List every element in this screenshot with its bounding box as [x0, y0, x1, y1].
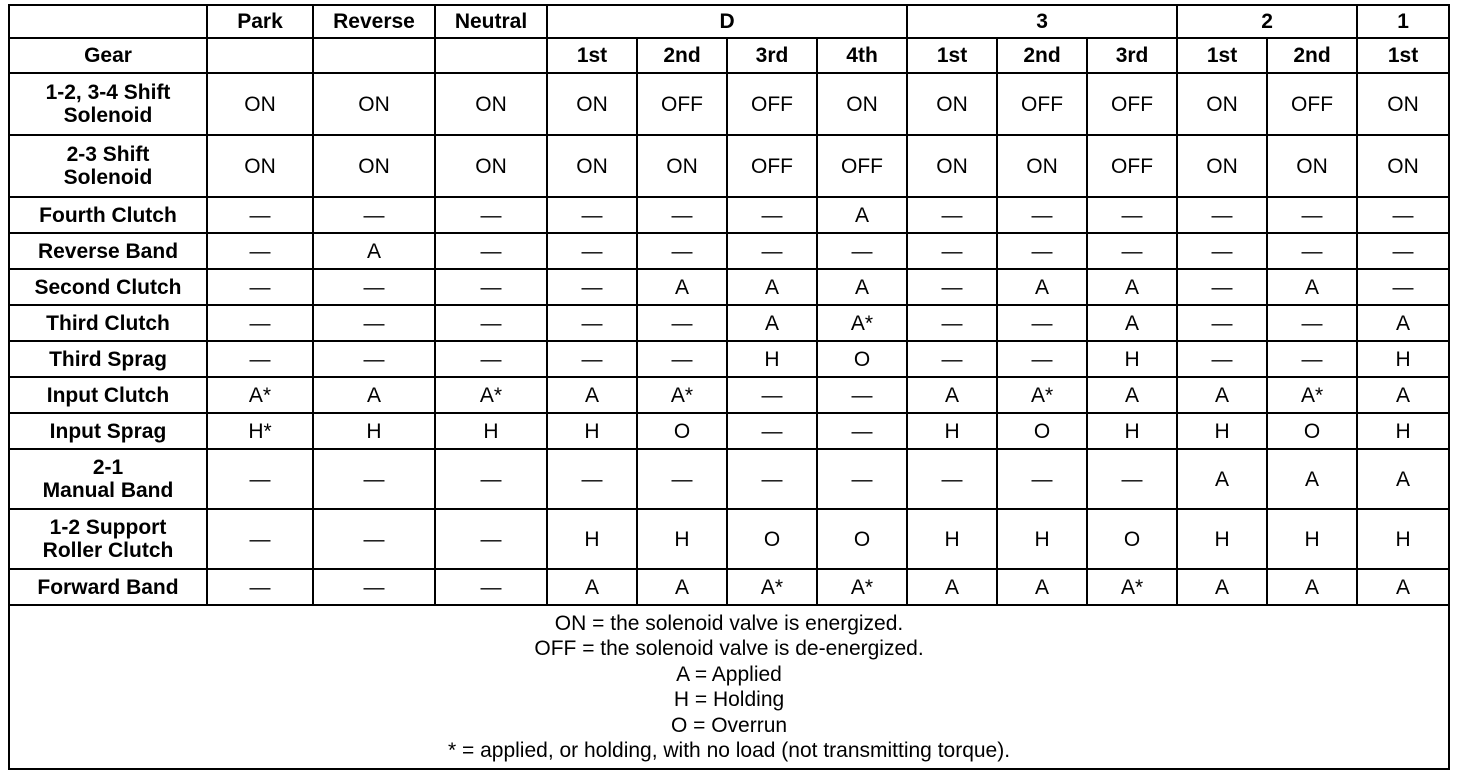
table-cell: A: [637, 569, 727, 605]
table-row: [9, 509, 1449, 569]
table-cell: —: [207, 569, 313, 605]
table-cell: OFF: [997, 73, 1087, 135]
table-cell: ON: [313, 135, 435, 197]
shift-application-table: [8, 4, 1450, 770]
table-cell: —: [435, 341, 547, 377]
table-cell: A: [547, 569, 637, 605]
table-cell: A: [817, 269, 907, 305]
table-cell: —: [1177, 197, 1267, 233]
table-row: [9, 377, 1449, 413]
table-cell: A: [907, 569, 997, 605]
gear-subheader: 2nd: [637, 38, 727, 73]
gear-subheader: [435, 38, 547, 73]
table-cell: —: [1177, 341, 1267, 377]
table-cell: —: [1267, 233, 1357, 269]
legend-line: OFF = the solenoid valve is de-energized.: [534, 637, 924, 660]
table-cell: ON: [997, 135, 1087, 197]
table-cell: —: [727, 197, 817, 233]
table-cell: OFF: [1087, 135, 1177, 197]
table-cell: —: [1357, 197, 1449, 233]
component-label: 2-3 Shift Solenoid: [9, 135, 207, 197]
table-cell: A: [1267, 569, 1357, 605]
component-label: Third Sprag: [9, 341, 207, 377]
table-body: [9, 73, 1449, 605]
table-cell: ON: [1177, 135, 1267, 197]
legend-line: H = Holding: [673, 688, 785, 711]
gear-subheader: 3rd: [1087, 38, 1177, 73]
table-cell: ON: [1177, 73, 1267, 135]
table-cell: H: [997, 509, 1087, 569]
table-cell: A: [313, 233, 435, 269]
table-cell: —: [637, 449, 727, 509]
table-cell: —: [1267, 197, 1357, 233]
table-cell: —: [727, 377, 817, 413]
table-cell: ON: [547, 73, 637, 135]
legend-line: A = Applied: [676, 662, 782, 686]
table-cell: —: [997, 449, 1087, 509]
table-cell: H: [1087, 413, 1177, 449]
table-cell: ON: [313, 73, 435, 135]
gear-subheader: 3rd: [727, 38, 817, 73]
table-cell: H: [1177, 413, 1267, 449]
table-cell: A: [1177, 377, 1267, 413]
table-cell: —: [907, 305, 997, 341]
table-cell: A: [817, 197, 907, 233]
table-row: [9, 413, 1449, 449]
table-cell: A: [1087, 305, 1177, 341]
table-cell: —: [547, 449, 637, 509]
table-cell: —: [727, 233, 817, 269]
table-cell: O: [817, 341, 907, 377]
table-cell: —: [817, 413, 907, 449]
table-cell: A: [1357, 377, 1449, 413]
table-cell: A: [637, 269, 727, 305]
table-row: [9, 569, 1449, 605]
table-cell: ON: [435, 73, 547, 135]
table-cell: —: [435, 233, 547, 269]
table-row: [9, 305, 1449, 341]
table-cell: —: [637, 305, 727, 341]
table-cell: OFF: [1267, 73, 1357, 135]
table-cell: A: [997, 569, 1087, 605]
table-cell: A: [907, 377, 997, 413]
table-row: [9, 197, 1449, 233]
range-header: 1: [1357, 5, 1449, 38]
range-header: Reverse: [313, 5, 435, 38]
table-cell: —: [1357, 233, 1449, 269]
table-cell: H: [727, 341, 817, 377]
component-label: 1-2 Support Roller Clutch: [9, 509, 207, 569]
table-cell: —: [997, 197, 1087, 233]
table-cell: A: [1177, 449, 1267, 509]
gear-subheader: 4th: [817, 38, 907, 73]
table-cell: ON: [207, 73, 313, 135]
table-cell: O: [637, 413, 727, 449]
range-header: Park: [207, 5, 313, 38]
range-header: D: [547, 5, 907, 38]
component-label: Reverse Band: [9, 233, 207, 269]
table-cell: —: [547, 269, 637, 305]
table-cell: ON: [1357, 73, 1449, 135]
component-label: Fourth Clutch: [9, 197, 207, 233]
table-cell: OFF: [1087, 73, 1177, 135]
table-cell: A*: [817, 569, 907, 605]
table-cell: —: [907, 341, 997, 377]
component-label: 2-1 Manual Band: [9, 449, 207, 509]
table-cell: A*: [435, 377, 547, 413]
legend-line: * = applied, or holding, with no load (not transmitting torque).: [447, 739, 1011, 762]
table-cell: —: [1087, 449, 1177, 509]
table-cell: ON: [907, 135, 997, 197]
table-cell: —: [207, 341, 313, 377]
table-cell: H: [313, 413, 435, 449]
gear-subheader: 1st: [1357, 38, 1449, 73]
table-cell: O: [817, 509, 907, 569]
table-cell: A: [313, 377, 435, 413]
table-cell: —: [435, 509, 547, 569]
table-cell: —: [313, 449, 435, 509]
table-cell: —: [1267, 305, 1357, 341]
table-cell: —: [547, 305, 637, 341]
table-cell: A: [1087, 269, 1177, 305]
table-cell: —: [817, 377, 907, 413]
table-cell: A: [727, 305, 817, 341]
range-header: 3: [907, 5, 1177, 38]
gear-subheader: 1st: [907, 38, 997, 73]
table-row: [9, 269, 1449, 305]
table-cell: —: [207, 197, 313, 233]
table-cell: ON: [435, 135, 547, 197]
table-cell: A*: [637, 377, 727, 413]
table-cell: H*: [207, 413, 313, 449]
legend: [9, 605, 1449, 769]
gear-subheader: 2nd: [1267, 38, 1357, 73]
gear-subheader: 1st: [1177, 38, 1267, 73]
table-cell: A: [727, 269, 817, 305]
legend-line: ON = the solenoid valve is energized.: [554, 611, 904, 635]
table-cell: H: [907, 413, 997, 449]
table-row: [9, 135, 1449, 197]
table-cell: OFF: [817, 135, 907, 197]
range-header: 2: [1177, 5, 1357, 38]
table-cell: ON: [817, 73, 907, 135]
gear-subheader: 1st: [547, 38, 637, 73]
table-cell: —: [207, 449, 313, 509]
table-cell: —: [817, 233, 907, 269]
table-cell: A*: [207, 377, 313, 413]
table-cell: —: [207, 269, 313, 305]
gear-subheader: 2nd: [997, 38, 1087, 73]
table-cell: H: [1357, 413, 1449, 449]
range-header: Neutral: [435, 5, 547, 38]
corner-cell: [9, 5, 207, 38]
table-cell: —: [313, 509, 435, 569]
component-label: Forward Band: [9, 569, 207, 605]
table-cell: OFF: [637, 73, 727, 135]
table-cell: ON: [907, 73, 997, 135]
component-label: Input Sprag: [9, 413, 207, 449]
table-cell: —: [207, 305, 313, 341]
table-cell: H: [1357, 341, 1449, 377]
table-cell: OFF: [727, 73, 817, 135]
table-cell: —: [313, 341, 435, 377]
table-cell: H: [547, 509, 637, 569]
table-cell: —: [435, 197, 547, 233]
table-cell: A*: [1267, 377, 1357, 413]
table-cell: A: [547, 377, 637, 413]
gear-subheader: [207, 38, 313, 73]
table-cell: —: [1357, 269, 1449, 305]
table-cell: —: [637, 341, 727, 377]
range-header-row: [9, 5, 1449, 38]
component-label: 1-2, 3-4 Shift Solenoid: [9, 73, 207, 135]
table-cell: A*: [727, 569, 817, 605]
table-cell: —: [997, 341, 1087, 377]
table-cell: O: [997, 413, 1087, 449]
table-cell: ON: [1357, 135, 1449, 197]
table-cell: —: [313, 569, 435, 605]
legend-line: O = Overrun: [670, 713, 788, 737]
table-cell: —: [637, 233, 727, 269]
table-cell: —: [207, 509, 313, 569]
table-cell: ON: [1267, 135, 1357, 197]
table-cell: —: [1177, 305, 1267, 341]
table-cell: A: [1357, 449, 1449, 509]
table-cell: A: [1267, 269, 1357, 305]
table-cell: H: [1087, 341, 1177, 377]
table-cell: —: [313, 197, 435, 233]
component-label: Input Clutch: [9, 377, 207, 413]
component-label: Second Clutch: [9, 269, 207, 305]
table-cell: O: [1267, 413, 1357, 449]
table-cell: —: [907, 233, 997, 269]
table-cell: —: [727, 413, 817, 449]
table-cell: —: [907, 449, 997, 509]
table-cell: —: [207, 233, 313, 269]
table-cell: O: [1087, 509, 1177, 569]
table-row: [9, 341, 1449, 377]
legend-row: [9, 605, 1449, 769]
table-cell: —: [547, 197, 637, 233]
table-cell: H: [435, 413, 547, 449]
table-cell: A: [997, 269, 1087, 305]
gear-header-row: [9, 38, 1449, 73]
table-cell: A: [1357, 569, 1449, 605]
table-cell: A: [1177, 569, 1267, 605]
table-cell: A: [1357, 305, 1449, 341]
gear-label: Gear: [9, 38, 207, 73]
table-cell: H: [1267, 509, 1357, 569]
table-cell: —: [1267, 341, 1357, 377]
table-row: [9, 449, 1449, 509]
table-cell: ON: [207, 135, 313, 197]
table-cell: —: [547, 341, 637, 377]
table-cell: —: [1177, 233, 1267, 269]
table-cell: H: [1177, 509, 1267, 569]
table-cell: OFF: [727, 135, 817, 197]
table-cell: A: [1267, 449, 1357, 509]
table-cell: H: [637, 509, 727, 569]
table-cell: —: [435, 269, 547, 305]
table-cell: A*: [817, 305, 907, 341]
table-cell: A: [1087, 377, 1177, 413]
table-cell: A*: [997, 377, 1087, 413]
gear-subheader: [313, 38, 435, 73]
table-cell: —: [435, 305, 547, 341]
table-cell: A*: [1087, 569, 1177, 605]
table-cell: —: [997, 305, 1087, 341]
table-cell: —: [435, 569, 547, 605]
table-cell: —: [817, 449, 907, 509]
table-cell: —: [637, 197, 727, 233]
table-cell: —: [727, 449, 817, 509]
table-cell: O: [727, 509, 817, 569]
table-cell: —: [997, 233, 1087, 269]
table-cell: —: [1087, 233, 1177, 269]
table-cell: ON: [547, 135, 637, 197]
table-row: [9, 73, 1449, 135]
table-cell: —: [1087, 197, 1177, 233]
table-cell: H: [547, 413, 637, 449]
table-cell: —: [1177, 269, 1267, 305]
table-cell: H: [1357, 509, 1449, 569]
table-row: [9, 233, 1449, 269]
table-cell: —: [907, 269, 997, 305]
table-cell: —: [313, 269, 435, 305]
table-cell: —: [547, 233, 637, 269]
table-cell: H: [907, 509, 997, 569]
table-cell: —: [907, 197, 997, 233]
table-cell: —: [313, 305, 435, 341]
table-cell: ON: [637, 135, 727, 197]
component-label: Third Clutch: [9, 305, 207, 341]
table-cell: —: [435, 449, 547, 509]
